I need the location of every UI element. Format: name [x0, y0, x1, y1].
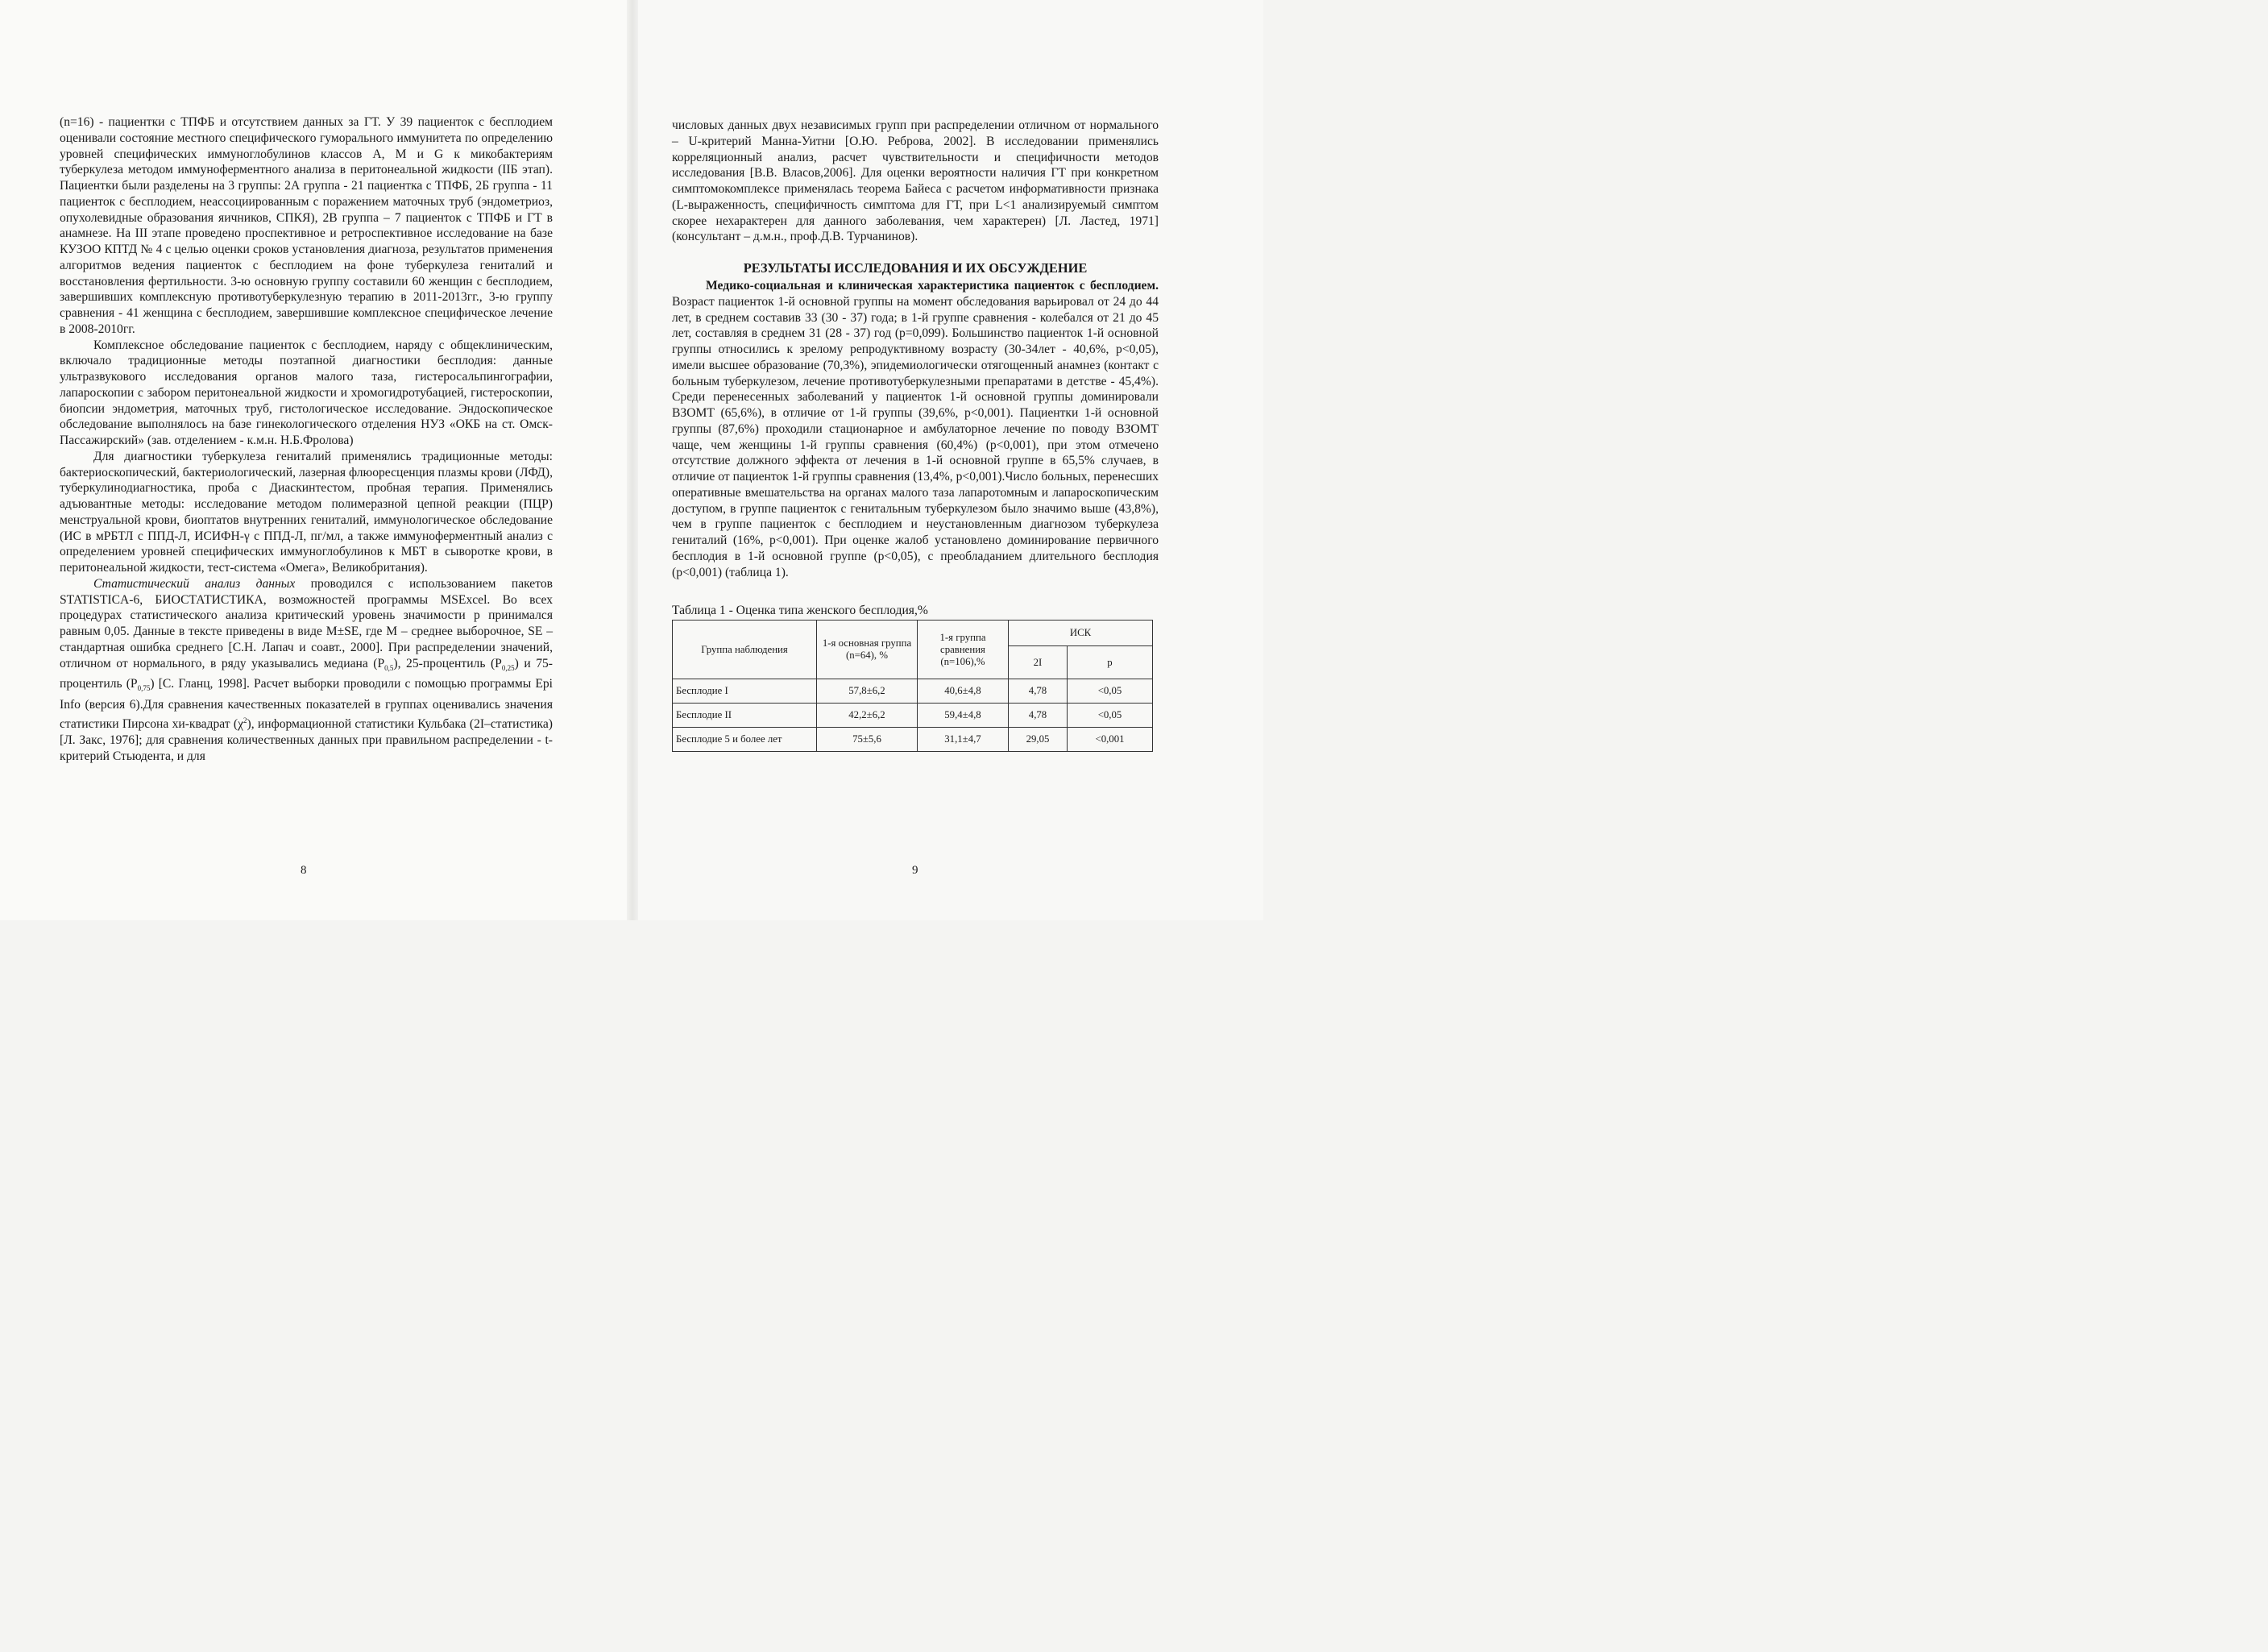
row-label: Бесплодие 5 и более лет — [673, 728, 817, 752]
row-label: Бесплодие I — [673, 679, 817, 704]
left-paragraph-3: Для диагностики туберкулеза гениталий применялись традиционные методы: бактериоскопический, бактериологический, лазерная флюоресценция плазмы крови (ЛФД), туберкулинодиагностика, проба с Диаскинтестом, пробная терапия. Применялись адъювантные методы: исследование методом полимеразной цепной реакции (ПЦР) менструальной крови, биоптатов внутренних гениталий, иммунологическое обследование (ИС в мРБТЛ с ППД-Л, ИСИФН-γ с ППД-Л, пг/мл, а также иммуноферментный анализ с определением уровней специфических иммуноглобулинов к МБТ в сыворотке крови, в перитонеальной жидкости, тест-система «Омега», Великобритания). — [60, 449, 553, 575]
header-main-group: 1-я основная группа (n=64), % — [817, 621, 918, 679]
statistics-text-c: ) и 75-процентиль (P — [60, 656, 553, 691]
cell-main: 42,2±6,2 — [817, 704, 918, 728]
superscript-chi-2: 2 — [243, 716, 247, 724]
right-paragraph-2 — [672, 278, 1159, 580]
header-comparison-group: 1-я группа сравнения (n=106),% — [918, 621, 1009, 679]
table-row — [673, 679, 1153, 704]
cell-2i: 4,78 — [1009, 704, 1068, 728]
header-group: Группа наблюдения — [673, 621, 817, 679]
left-paragraph-1: (n=16) - пациентки с ТПФБ и отсутствием данных за ГТ. У 39 пациенток с бесплодием оценивали состояние местного специфического гуморального иммунитета по определению уровней специфических иммуноглобулинов классов А, М и G к микобактериям туберкулеза методом иммуноферментного анализа в перитонеальной жидкости (IIБ этап). Пациентки были разделены на 3 группы: 2А группа - 21 пациентка с ТПФБ, 2Б группа - 11 пациенток с бесплодием, неассоциированным с поражением маточных труб (эндометриоз, опухолевидные образования яичников, СПКЯ), 2В группа – 7 пациенток с ТПФБ и ГТ в анамнезе. На III этапе проведено проспективное и ретроспективное исследование на базе КУЗОО КПТД № 4 с целью оценки сроков установления диагноза, результатов применения алгоритмов ведения пациенток с бесплодием на фоне туберкулеза гениталий и восстановления фертильности. 3-ю основную группу составили 60 женщин с бесплодием, завершивших комплексную противотуберкулезную терапию в 2011-2013гг., 3-ю группу сравнения - 41 женщина с бесплодием, завершившие комплексное специфическое лечение в 2008-2010гг. — [60, 115, 553, 336]
left-paragraph-2: Комплексное обследование пациенток с бесплодием, наряду с общеклиническим, включало традиционные методы поэтапной диагностики бесплодия: данные ультразвукового исследования органов малого таза, гистеросальпингографии, лапароскопии с забором перитонеальной жидкости и хромогидротубацией, гистероскопии, биопсии эндометрия, маточных труб, гистологическое исследование. Эндоскопическое обследование выполнялось на базе гинекологического отделения НУЗ «ОКБ на ст. Омск-Пассажирский» (зав. отделением - к.м.н. Н.Б.Фролова) — [60, 338, 553, 447]
statistics-text-a: проводился с использованием пакетов STATISTICA-6, БИОСТАТИСТИКА, возможностей программы MSExcel. Во всех процедурах статистического анализа критический уровень значимости р принимался равным 0,05. Данные в тексте приведены в виде M±SE, где М – среднее выборочное, SE – стандартная ошибка среднего [С.Н. Лапач и соавт., 2000]. При распределении значений, отличном от нормального, в ряду указывались медиана (P — [60, 576, 553, 670]
left-page-text-column — [60, 114, 553, 764]
cell-main: 75±5,6 — [817, 728, 918, 752]
subscript-p075: 0,75 — [137, 684, 151, 693]
header-p: p — [1068, 646, 1153, 679]
cell-comp: 31,1±4,7 — [918, 728, 1009, 752]
table-row — [673, 728, 1153, 752]
header-2i: 2I — [1009, 646, 1068, 679]
statistics-heading-italic: Статистический анализ данных — [93, 576, 296, 591]
page-number-right: 9 — [912, 864, 918, 877]
subscript-p025: 0,25 — [501, 663, 515, 672]
section-title: РЕЗУЛЬТАТЫ ИССЛЕДОВАНИЯ И ИХ ОБСУЖДЕНИЕ — [743, 260, 1088, 276]
right-paragraph-1: числовых данных двух независимых групп при распределении отличном от нормального – U-критерий Манна-Уитни [О.Ю. Реброва, 2002]. В исследовании применялись корреляционный анализ, расчет чувствительности и специфичности методов исследования [В.В. Власов,2006]. Для оценки вероятности наличия ГТ при конкретном симптомокомплексе применялась теорема Байеса с расчетом информативности признака (L-выраженность, специфичность симптома для ГТ, при L<1 анализируемый симптом скорее нехарактерен для данного заболевания, чем характерен) [Л. Ластед, 1971] (консультант – д.м.н., проф.Д.В. Турчанинов). — [672, 118, 1159, 244]
cell-p: <0,05 — [1068, 679, 1153, 704]
cell-p: <0,05 — [1068, 704, 1153, 728]
cell-2i: 4,78 — [1009, 679, 1068, 704]
cell-comp: 40,6±4,8 — [918, 679, 1009, 704]
book-gutter — [627, 0, 638, 920]
statistics-text-b: ), 25-процентиль (P — [393, 656, 502, 670]
cell-comp: 59,4±4,8 — [918, 704, 1009, 728]
table-caption: Таблица 1 - Оценка типа женского бесплодия,% — [672, 604, 928, 618]
right-page-text-column — [672, 118, 1159, 752]
infertility-type-table — [672, 620, 1153, 752]
cell-p: <0,001 — [1068, 728, 1153, 752]
cell-main: 57,8±6,2 — [817, 679, 918, 704]
right-paragraph-2-text: Возраст пациенток 1-й основной группы на момент обследования варьировал от 24 до 44 лет, в среднем составив 33 (30 - 37) года; в 1-й группе сравнения - колебался от 21 до 45 лет, составляя в среднем 31 (28 - 37) год (p=0,099). Большинство пациенток 1-й основной группы относились к зрелому репродуктивному возрасту (30-34лет - 40,6%, p<0,05), имели высшее образование (70,3%), эпидемиологически отягощенный анамнез (контакт с больным туберкулезом, лечение противотуберкулезными препаратами в детстве - 45,4%). Среди перенесенных заболеваний у пациенток 1-й основной группы доминировали ВЗОМТ (65,6%), в отличие от 1-й группы (39,6%, p<0,001). Пациентки 1-й основной группы (87,6%) проходили стационарное и амбулаторное лечение по поводу ВЗОМТ чаще, чем женщины 1-й группы сравнения (60,4%) (p<0,001), при этом отмечено отсутствие должного эффекта от лечения в 1-й основной группе в 65,5% случаев, в отличие от пациенток 1-й группы сравнения (13,4%, p<0,001).Число больных, перенесших оперативные вмешательства на органах малого таза лапаротомным и лапароскопическим доступом, в группе пациенток с генитальным туберкулезом было значимо выше (43,8%), чем в группе пациенток с бесплодием и неустановленным диагнозом туберкулеза гениталий (16%, p<0,001). При оценке жалоб установлено доминирование первичного бесплодия в 1-й основной группе (p<0,05), с преобладанием длительного бесплодия (p<0,001) (таблица 1). — [672, 294, 1159, 579]
subsection-heading-bold: Медико-социальная и клиническая характеристика пациенток с бесплодием. — [706, 279, 1159, 293]
header-isk: ИСК — [1009, 621, 1153, 646]
table-header-row-1 — [673, 621, 1153, 646]
page-number-left: 8 — [301, 864, 307, 877]
cell-2i: 29,05 — [1009, 728, 1068, 752]
statistics-text-d: ) [С. Гланц, 1998]. Расчет выборки проводили с помощью программы Epi Info (версия 6).Для сравнения качественных показателей в группах оценивались значения статистики Пирсона хи-квадрат (χ — [60, 677, 553, 732]
subscript-p05: 0,5 — [384, 663, 394, 672]
table-row — [673, 704, 1153, 728]
statistics-text-e: ), информационной статистики Кульбака (2I–статистика) [Л. Закс, 1976]; для сравнения количественных данных при правильном распределении - t-критерий Стьюдента, и для — [60, 717, 553, 763]
row-label: Бесплодие II — [673, 704, 817, 728]
left-paragraph-4 — [60, 576, 553, 765]
